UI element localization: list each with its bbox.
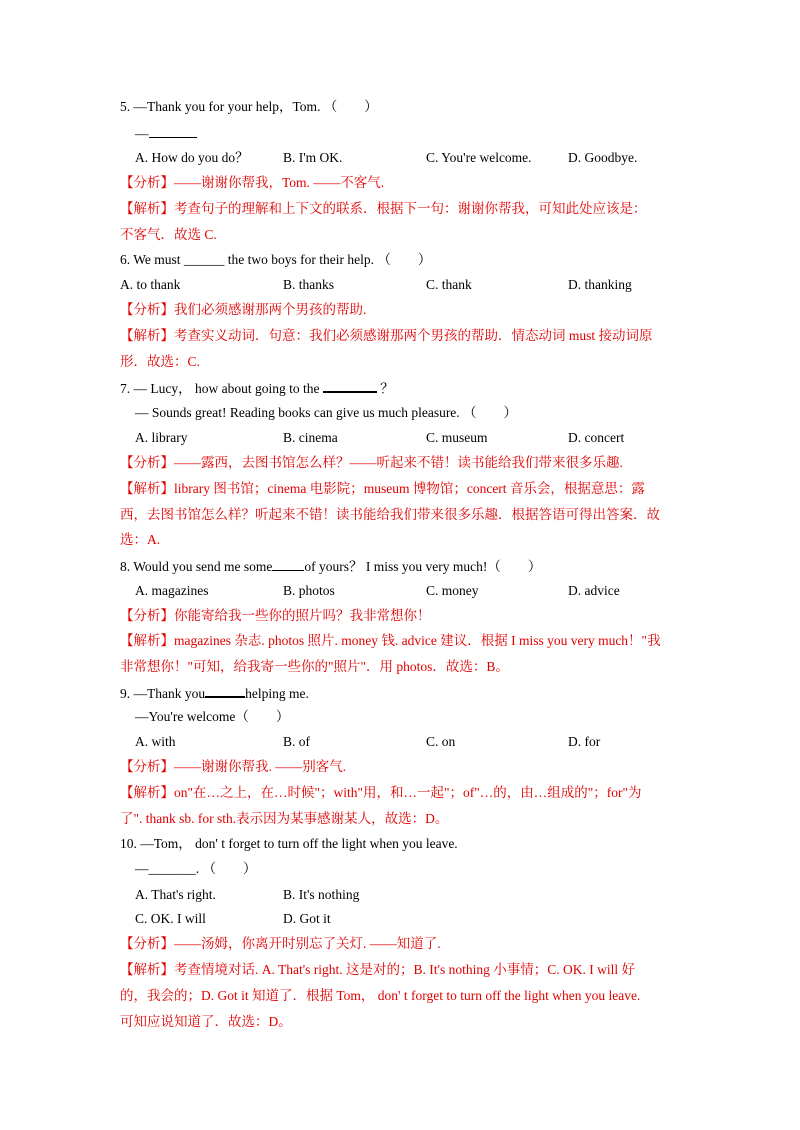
question-10-option-d: D. Got it — [283, 911, 331, 926]
question-5-stem: 5. —Thank you for your help，Tom. （ ） — [120, 99, 378, 114]
question-9-option-d: D. for — [568, 734, 601, 749]
question-8-explanation-cont: 非常想你！"可知，给我寄一些你的"照片"．用 photos．故选：B。 — [120, 659, 509, 674]
question-5-option-d: D. Goodbye. — [568, 150, 638, 165]
explanation-text: 考查情境对话. A. That's right. 这是对的；B. It's nothing 小事情；C. OK. I will 好 — [174, 962, 635, 977]
question-9-response: —You're welcome（ ） — [135, 709, 290, 724]
question-6-option-d: D. thanking — [568, 277, 632, 292]
stem-text: 8. Would you send me some — [120, 559, 273, 574]
stem-text-end: helping me. — [245, 686, 309, 701]
question-9-explanation-cont: 了". thank sb. for sth.表示因为某事感谢某人，故选：D。 — [120, 811, 449, 826]
question-8-analysis — [120, 607, 431, 625]
explanation-text: library 图书馆；cinema 电影院；museum 博物馆；concert 音乐会，根据意思：露 — [174, 481, 645, 496]
question-7-explanation — [120, 480, 645, 498]
analysis-tag: 【分析】 — [120, 936, 174, 951]
question-6-option-a: A. to thank — [120, 277, 181, 292]
question-8-option-d: D. advice — [568, 583, 620, 598]
question-9-stem — [120, 683, 309, 703]
explanation-text: on"在…之上，在…时候"；with"用，和…一起"；of"…的，由…组成的"；for"为 — [174, 785, 642, 800]
stem-text-end: ？ — [376, 381, 394, 396]
analysis-tag: 【分析】 — [120, 759, 174, 774]
analysis-tag: 【分析】 — [120, 608, 174, 623]
question-7-option-b: B. cinema — [283, 430, 338, 445]
question-8-explanation — [120, 632, 661, 650]
question-10-option-c: C. OK. I will — [135, 911, 206, 926]
question-8-option-a: A. magazines — [135, 583, 209, 598]
question-7-analysis — [120, 454, 623, 472]
explanation-tag: 【解析】 — [120, 962, 174, 977]
question-8-option-c: C. money — [426, 583, 479, 598]
question-5-explanation-cont: 不客气．故选 C. — [120, 227, 217, 242]
analysis-text: ——谢谢你帮我. ——别客气. — [174, 759, 347, 774]
question-5-option-b: B. I'm OK. — [283, 150, 343, 165]
question-7-option-c: C. museum — [426, 430, 488, 445]
question-9-explanation — [120, 784, 642, 802]
stem-text: 9. —Thank you — [120, 686, 206, 701]
analysis-text: 你能寄给我一些你的照片吗？我非常想你！ — [174, 608, 431, 623]
question-5-explanation — [120, 200, 647, 218]
question-9-option-b: B. of — [283, 734, 310, 749]
question-5-option-a: A. How do you do？ — [135, 150, 249, 165]
question-7-option-d: D. concert — [568, 430, 625, 445]
question-5-analysis — [120, 174, 384, 192]
question-10-option-a: A. That's right. — [135, 887, 216, 902]
analysis-text: ——露西，去图书馆怎么样？——听起来不错！读书能给我们带来很多乐趣. — [174, 455, 623, 470]
analysis-tag: 【分析】 — [120, 302, 174, 317]
question-10-analysis — [120, 935, 441, 953]
analysis-text: 我们必须感谢那两个男孩的帮助. — [174, 302, 367, 317]
question-8-option-b: B. photos — [283, 583, 335, 598]
explanation-tag: 【解析】 — [120, 201, 174, 216]
explanation-text: 考查实义动词．句意：我们必须感谢那两个男孩的帮助．情态动词 must 接动词原 — [174, 328, 653, 343]
question-9-option-a: A. with — [135, 734, 176, 749]
question-9-option-c: C. on — [426, 734, 456, 749]
stem-text-end: of yours？ I miss you very much!（ ） — [304, 559, 542, 574]
analysis-tag: 【分析】 — [120, 455, 174, 470]
question-6-stem: 6. We must ______ the two boys for their help. （ ） — [120, 252, 432, 267]
question-10-response: —_______. （ ） — [135, 861, 257, 876]
question-5-option-c: C. You're welcome. — [426, 150, 532, 165]
question-7-response: — Sounds great! Reading books can give us much pleasure. （ ） — [135, 405, 518, 420]
question-6-explanation — [120, 327, 653, 345]
analysis-text: ——汤姆，你离开时别忘了关灯. ——知道了. — [174, 936, 441, 951]
question-6-option-c: C. thank — [426, 277, 472, 292]
explanation-text: 考查句子的理解和上下文的联系．根据下一句：谢谢你帮我，可知此处应该是： — [174, 201, 647, 216]
question-6-analysis — [120, 301, 366, 319]
question-5-response: — — [135, 124, 197, 143]
question-10-option-b: B. It's nothing — [283, 887, 360, 902]
question-7-explanation-end: 选：A. — [120, 532, 161, 547]
question-7-stem — [120, 378, 394, 398]
explanation-tag: 【解析】 — [120, 481, 174, 496]
explanation-text: magazines 杂志. photos 照片. money 钱. advice 建议．根据 I miss you very much！"我 — [174, 633, 661, 648]
explanation-tag: 【解析】 — [120, 328, 174, 343]
question-6-option-b: B. thanks — [283, 277, 335, 292]
explanation-tag: 【解析】 — [120, 785, 174, 800]
explanation-tag: 【解析】 — [120, 633, 174, 648]
question-7-option-a: A. library — [135, 430, 188, 445]
analysis-text: ——谢谢你帮我，Tom. ——不客气. — [174, 175, 385, 190]
question-6-explanation-cont: 形．故选：C. — [120, 354, 200, 369]
question-10-explanation — [120, 961, 635, 979]
question-10-explanation-end: 可知应说知道了．故选：D。 — [120, 1014, 292, 1029]
question-10-explanation-cont: 的，我会的；D. Got it 知道了．根据 Tom， don' t forget to turn off the light when you leave. — [120, 988, 641, 1003]
question-9-analysis — [120, 758, 346, 776]
question-8-stem — [120, 557, 541, 576]
analysis-tag: 【分析】 — [120, 175, 174, 190]
stem-text: 7. — Lucy， how about going to the — [120, 381, 323, 396]
question-7-explanation-cont: 西，去图书馆怎么样？听起来不错！读书能给我们带来很多乐趣．根据答语可得出答案．故 — [120, 507, 660, 522]
question-10-stem: 10. —Tom， don' t forget to turn off the light when you leave. — [120, 836, 458, 851]
